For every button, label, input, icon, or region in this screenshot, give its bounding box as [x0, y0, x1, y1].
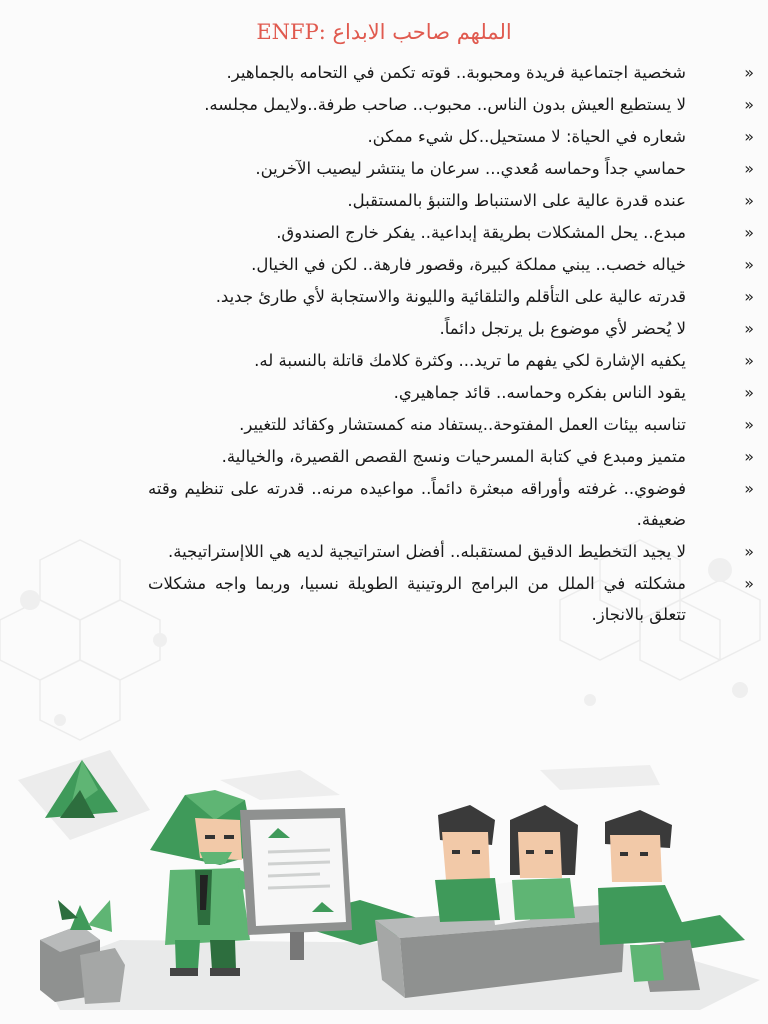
stones-left — [40, 925, 125, 1004]
cloud-shape — [540, 765, 660, 790]
trait-text: لا يستطيع العيش بدون الناس.. محبوب.. صاحب طرفة..ولايمل مجلسه. — [204, 95, 686, 114]
audience-person — [510, 805, 578, 920]
page-title: الملهم صاحب الابداع :ENFP — [256, 20, 512, 44]
bullet-icon: « — [744, 351, 754, 370]
bullet-icon: « — [744, 63, 754, 82]
trait-item — [148, 409, 754, 440]
trait-text: عنده قدرة عالية على الاستنباط والتنبؤ بالمستقبل. — [347, 191, 686, 210]
bullet-icon: « — [744, 127, 754, 146]
trait-item — [148, 153, 754, 184]
audience-person — [435, 805, 500, 922]
trait-item — [148, 217, 754, 248]
trait-item — [148, 377, 754, 408]
trait-item — [148, 249, 754, 280]
trait-text: فوضوي.. غرفته وأوراقه مبعثرة دائماً.. مواعيده مرنه.. قدرته على تنظيم وقته ضعيفة. — [148, 479, 686, 529]
presentation-illustration — [0, 740, 768, 1024]
traits-list — [148, 57, 754, 631]
trait-text: تناسبه بيئات العمل المفتوحة..يستفاد منه كمستشار وكقائد للتغيير. — [239, 415, 686, 434]
trait-item — [148, 281, 754, 312]
bullet-icon: « — [744, 415, 754, 434]
trait-text: يكفيه الإشارة لكي يفهم ما تريد... وكثرة كلامك قاتلة بالنسبة له. — [254, 351, 686, 370]
trait-item — [148, 121, 754, 152]
trait-text: مشكلته في الملل من البرامج الروتينية الطويلة نسبيا، وربما واجه مشكلات تتعلق بالانجاز. — [148, 574, 686, 624]
trait-item — [148, 473, 754, 535]
trait-item — [148, 345, 754, 376]
trait-item — [148, 89, 754, 120]
trait-item — [148, 57, 754, 88]
trait-text: مبدع.. يحل المشكلات بطريقة إبداعية.. يفكر خارج الصندوق. — [276, 223, 686, 242]
trait-item — [148, 441, 754, 472]
bullet-icon: « — [744, 191, 754, 210]
trait-text: متميز ومبدع في كتابة المسرحيات ونسج القصص القصيرة، والخيالية. — [221, 447, 686, 466]
trait-item — [148, 568, 754, 630]
bullet-icon: « — [744, 542, 754, 561]
bullet-icon: « — [744, 447, 754, 466]
bullet-icon: « — [744, 255, 754, 274]
bullet-icon: « — [744, 159, 754, 178]
trait-text: حماسي جداً وحماسه مُعدي... سرعان ما ينتشر ليصيب الآخرين. — [255, 159, 686, 178]
trait-text: لا يجيد التخطيط الدقيق لمستقبله.. أفضل استراتيجية لديه هي اللاإستراتيجية. — [167, 542, 686, 561]
trait-text: شخصية اجتماعية فريدة ومحبوبة.. قوته تكمن في التحامه بالجماهير. — [226, 63, 686, 82]
trait-text: لا يُحضر لأي موضوع بل يرتجل دائماً. — [439, 319, 686, 338]
bullet-icon: « — [744, 479, 754, 498]
bullet-icon: « — [744, 383, 754, 402]
trait-text: شعاره في الحياة: لا مستحيل..كل شيء ممكن. — [367, 127, 686, 146]
trait-text: قدرته عالية على التأقلم والتلقائية والليونة والاستجابة لأي طارئ جديد. — [215, 287, 686, 306]
trait-text: يقود الناس بفكره وحماسه.. قائد جماهيري. — [393, 383, 686, 402]
trait-item — [148, 536, 754, 567]
trait-item — [148, 185, 754, 216]
cloud-shape — [220, 770, 340, 800]
bullet-icon: « — [744, 223, 754, 242]
bullet-icon: « — [744, 287, 754, 306]
trait-text: خياله خصب.. يبني مملكة كبيرة، وقصور فارهة.. لكن في الخيال. — [251, 255, 686, 274]
bullet-icon: « — [744, 95, 754, 114]
bullet-icon: « — [744, 574, 754, 593]
bullet-icon: « — [744, 319, 754, 338]
trait-item — [148, 313, 754, 344]
plant-icon — [58, 900, 112, 932]
